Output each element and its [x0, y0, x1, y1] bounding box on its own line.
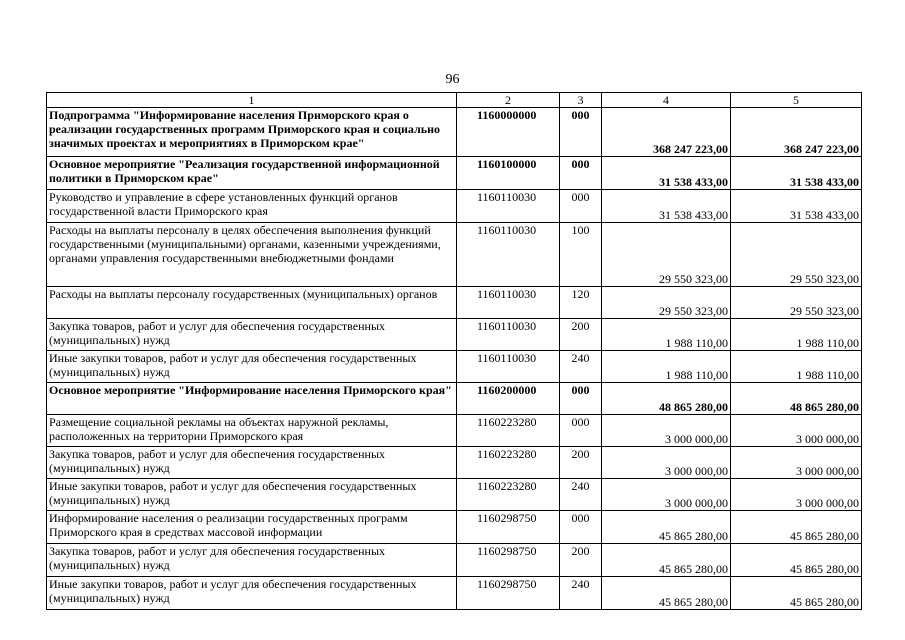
row-sum4-cell: 368 247 223,00	[602, 108, 731, 157]
row-name-cell: Руководство и управление в сфере установленных функций органов государственной власти Приморского края	[47, 190, 457, 223]
row-sum4-cell: 3 000 000,00	[602, 479, 731, 511]
table-row	[47, 577, 862, 610]
row-code-cell: 1160298750	[457, 511, 560, 544]
row-kind-cell: 240	[560, 479, 602, 511]
row-name-cell: Закупка товаров, работ и услуг для обеспечения государственных (муниципальных) нужд	[47, 319, 457, 351]
row-sum4-cell: 1 988 110,00	[602, 351, 731, 383]
row-name-cell: Информирование населения о реализации государственных программ Приморского края в средствах массовой информации	[47, 511, 457, 544]
row-name-cell: Основное мероприятие "Информирование населения Приморского края"	[47, 383, 457, 415]
row-sum4-cell: 3 000 000,00	[602, 447, 731, 479]
row-code-cell: 1160000000	[457, 108, 560, 157]
row-name-cell: Основное мероприятие "Реализация государственной информационной политики в Приморском крае"	[47, 157, 457, 190]
row-sum5-cell: 31 538 433,00	[731, 157, 862, 190]
table-row	[47, 511, 862, 544]
row-kind-cell: 000	[560, 108, 602, 157]
column-header: 5	[731, 93, 862, 108]
row-sum5-cell: 3 000 000,00	[731, 415, 862, 447]
row-sum5-cell: 29 550 323,00	[731, 287, 862, 319]
table-row	[47, 544, 862, 577]
row-kind-cell: 240	[560, 577, 602, 610]
table-row	[47, 190, 862, 223]
row-sum5-cell: 48 865 280,00	[731, 383, 862, 415]
table-row	[47, 108, 862, 157]
row-kind-cell: 200	[560, 447, 602, 479]
row-code-cell: 1160110030	[457, 287, 560, 319]
table-row	[47, 319, 862, 351]
table-row	[47, 447, 862, 479]
row-code-cell: 1160110030	[457, 319, 560, 351]
row-name-cell: Расходы на выплаты персоналу государственных (муниципальных) органов	[47, 287, 457, 319]
row-name-cell: Расходы на выплаты персоналу в целях обеспечения выполнения функций государственными (муниципальными) органами, казенными учреждениями, органами управления государственными внебюджетными фондами	[47, 223, 457, 287]
row-code-cell: 1160110030	[457, 351, 560, 383]
row-sum5-cell: 1 988 110,00	[731, 319, 862, 351]
row-name-cell: Размещение социальной рекламы на объектах наружной рекламы, расположенных на территории Приморского края	[47, 415, 457, 447]
row-sum4-cell: 45 865 280,00	[602, 544, 731, 577]
row-sum4-cell: 31 538 433,00	[602, 157, 731, 190]
row-kind-cell: 100	[560, 223, 602, 287]
row-sum5-cell: 29 550 323,00	[731, 223, 862, 287]
row-sum5-cell: 1 988 110,00	[731, 351, 862, 383]
row-name-cell: Закупка товаров, работ и услуг для обеспечения государственных (муниципальных) нужд	[47, 544, 457, 577]
table-row	[47, 479, 862, 511]
row-name-cell: Иные закупки товаров, работ и услуг для обеспечения государственных (муниципальных) нужд	[47, 351, 457, 383]
row-kind-cell: 000	[560, 415, 602, 447]
table-row	[47, 157, 862, 190]
row-code-cell: 1160100000	[457, 157, 560, 190]
row-kind-cell: 200	[560, 319, 602, 351]
row-kind-cell: 240	[560, 351, 602, 383]
row-sum4-cell: 48 865 280,00	[602, 383, 731, 415]
row-code-cell: 1160223280	[457, 447, 560, 479]
row-name-cell: Подпрограмма "Информирование населения Приморского края о реализации государственных программ Приморского края и социально значимых проектах и мероприятиях в Приморском крае"	[47, 108, 457, 157]
column-header-row	[47, 93, 862, 108]
row-sum5-cell: 368 247 223,00	[731, 108, 862, 157]
row-code-cell: 1160110030	[457, 223, 560, 287]
row-sum4-cell: 1 988 110,00	[602, 319, 731, 351]
row-sum4-cell: 45 865 280,00	[602, 577, 731, 610]
row-code-cell: 1160223280	[457, 415, 560, 447]
row-name-cell: Закупка товаров, работ и услуг для обеспечения государственных (муниципальных) нужд	[47, 447, 457, 479]
column-header: 4	[602, 93, 731, 108]
row-code-cell: 1160110030	[457, 190, 560, 223]
row-sum5-cell: 45 865 280,00	[731, 577, 862, 610]
budget-table	[46, 92, 862, 610]
row-sum5-cell: 3 000 000,00	[731, 447, 862, 479]
row-sum4-cell: 29 550 323,00	[602, 287, 731, 319]
row-sum5-cell: 45 865 280,00	[731, 511, 862, 544]
row-kind-cell: 120	[560, 287, 602, 319]
column-header: 1	[47, 93, 457, 108]
row-sum4-cell: 31 538 433,00	[602, 190, 731, 223]
row-sum4-cell: 45 865 280,00	[602, 511, 731, 544]
page-number: 96	[445, 72, 460, 87]
row-code-cell: 1160298750	[457, 577, 560, 610]
row-sum4-cell: 3 000 000,00	[602, 415, 731, 447]
row-kind-cell: 000	[560, 511, 602, 544]
table-row	[47, 415, 862, 447]
table-body	[47, 93, 862, 610]
table-row	[47, 383, 862, 415]
table-row	[47, 351, 862, 383]
row-kind-cell: 000	[560, 157, 602, 190]
row-sum4-cell: 29 550 323,00	[602, 223, 731, 287]
table-row	[47, 287, 862, 319]
row-code-cell: 1160223280	[457, 479, 560, 511]
row-code-cell: 1160200000	[457, 383, 560, 415]
row-name-cell: Иные закупки товаров, работ и услуг для обеспечения государственных (муниципальных) нужд	[47, 479, 457, 511]
table-row	[47, 223, 862, 287]
row-sum5-cell: 31 538 433,00	[731, 190, 862, 223]
row-kind-cell: 000	[560, 190, 602, 223]
column-header: 2	[457, 93, 560, 108]
row-code-cell: 1160298750	[457, 544, 560, 577]
column-header: 3	[560, 93, 602, 108]
row-name-cell: Иные закупки товаров, работ и услуг для обеспечения государственных (муниципальных) нужд	[47, 577, 457, 610]
row-sum5-cell: 45 865 280,00	[731, 544, 862, 577]
row-sum5-cell: 3 000 000,00	[731, 479, 862, 511]
row-kind-cell: 200	[560, 544, 602, 577]
row-kind-cell: 000	[560, 383, 602, 415]
